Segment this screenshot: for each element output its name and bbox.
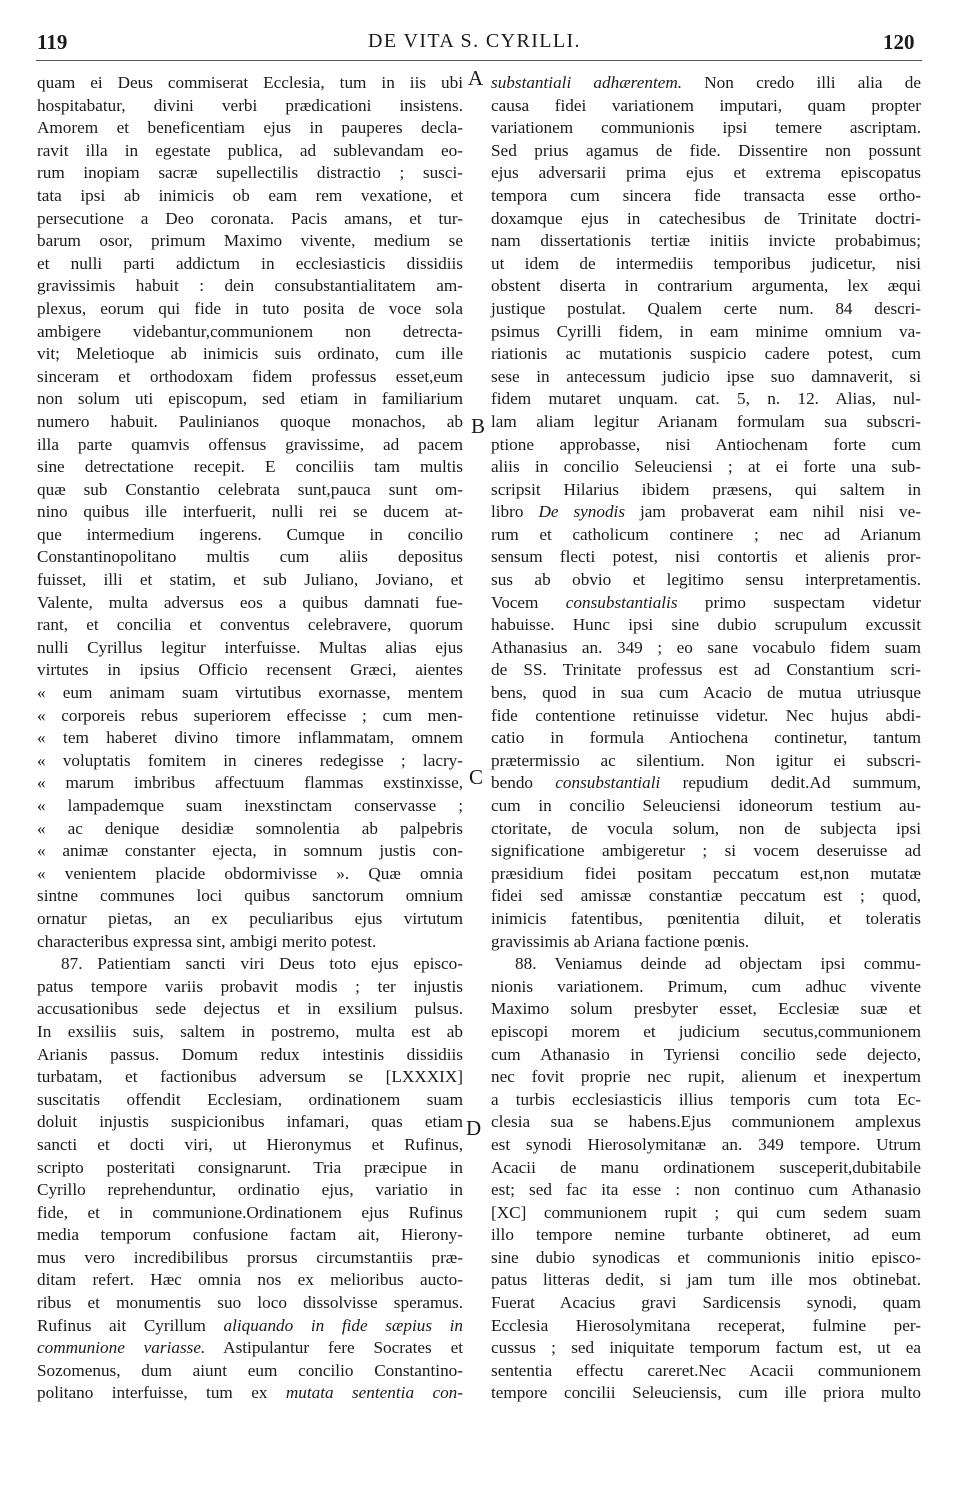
text-line: non solum uti episcopum, sed etiam in familiarium: [37, 389, 463, 409]
text-line: Constantinopolitano multis cum aliis depositus: [37, 547, 463, 567]
text-line: substantiali adhærentem. Non credo illi alia de: [491, 73, 921, 92]
text-line: que intermedium ingerens. Cumque in concilio: [37, 524, 463, 544]
text-line: sine detrectatione recepit. E conciliis tam multis: [37, 457, 463, 477]
text-line: ravit illa in egestate publica, ad sublevandam eo-: [37, 140, 463, 160]
text-line: numero habuit. Paulinianos quoque monachos, ab: [37, 411, 463, 431]
text-line: Sozomenus, dum aiunt eum concilio Constantino-: [37, 1360, 463, 1380]
text-line: scripsit Hilarius ibidem præsens, qui saltem in: [491, 479, 921, 499]
text-line: Fuerat Acacius gravi Sardicensis synodi, quam: [491, 1293, 921, 1313]
text-line: ut idem de intermediis temporibus judicetur, nisi: [491, 253, 921, 273]
running-title: DE VITA S. CYRILLI.: [368, 30, 581, 52]
text-line: quam ei Deus commiserat Ecclesia, tum in iis ubi: [37, 73, 463, 92]
right-column: [491, 72, 921, 1405]
text-line: nam dissertationis tertiæ initiis invicte probabimus;: [491, 231, 921, 251]
text-line: nec fovit proprie nec rupit, alienum et inexpertum: [491, 1067, 921, 1087]
text-line: media temporum confusione factam ait, Hierony-: [37, 1225, 463, 1245]
text-line: riationis ac mutationis suspicio cadere potest, cum: [491, 344, 921, 364]
text-line: scripto posteritati consignarunt. Tria præcipue in: [37, 1157, 463, 1177]
text-line: lam aliam legitur Arianam formulam sua subscri-: [491, 411, 921, 431]
text-line: virtutes in ipsius Officio recensent Græci, aientes: [37, 660, 463, 680]
text-line: « corporeis rebus superiorem effecisse ; cum men-: [37, 705, 463, 725]
text-line: catio in formula Antiochena continetur, tantum: [491, 728, 921, 748]
text-line: nino quibus ille interfuerit, nulli rei se ducem at-: [37, 502, 463, 522]
margin-marker-c: C: [469, 765, 484, 789]
text-line: turbatam, et factionibus adversum se [LXXXIX]: [37, 1067, 463, 1087]
text-line: Ecclesia Hierosolymitana receperat, fulmine per-: [491, 1315, 921, 1335]
text-line: vit; Meletioque ab inimicis suis ordinato, cum ille: [37, 344, 463, 364]
running-header: [0, 30, 957, 62]
text-line: communione variasse. Astipulantur fere Socrates et: [37, 1338, 463, 1358]
text-line: ctoritate, de vocula solum, non de subjecta ipsi: [491, 818, 921, 838]
text-line: patus litteras dedit, si jam tum ille mos obtinebat.: [491, 1270, 921, 1290]
text-line: causa fidei variationem imputari, quam propter: [491, 95, 921, 115]
text-line: clesia sua se habens.Ejus communionem amplexus: [491, 1112, 921, 1132]
text-line: fidem mutaret unquam. cat. 5, n. 12. Alias, nul-: [491, 389, 921, 409]
text-line: sancti et docti viri, ut Hieronymus et Rufinus,: [37, 1134, 463, 1154]
text-line: est synodi Hierosolymitanæ an. 349 tempore. Utrum: [491, 1134, 921, 1154]
text-line: Rufinus ait Cyrillum aliquando in fide sæpius in: [37, 1315, 463, 1335]
text-line: cussus ; sed iniquitate temporum factum est, ut ea: [491, 1338, 921, 1358]
text-line: Cyrillo reprehenduntur, ordinatio ejus, variatio in: [37, 1180, 463, 1200]
text-line: rum et catholicum continere ; nec ad Arianum: [491, 524, 921, 544]
text-line: accusationibus sede dejectus et in exsilium pulsus.: [37, 999, 463, 1019]
text-line: « eum animam suam virtutibus exornasse, mentem: [37, 683, 463, 703]
header-rule: [36, 60, 922, 61]
text-line: Arianis passus. Domum redux intestinis dissidiis: [37, 1044, 463, 1064]
text-line: significatione ambigeretur ; si vocem deseruisse ad: [491, 841, 921, 861]
text-line: ptione approbasse, nisi Antiochenam forte cum: [491, 434, 921, 454]
text-line: sese in antecessum judicio ipse suo damnaverit, si: [491, 366, 921, 386]
text-line: habuisse. Hunc ipsi sine dubio scrupulum excussit: [491, 615, 921, 635]
text-line: sus ab obvio et legitimo sensu interpretamentis.: [491, 570, 921, 590]
text-line: mus vero incredibilibus prorsus circumstantiis præ-: [37, 1247, 463, 1267]
text-line: inimicis fatentibus, pœnitentia diluit, et toleratis: [491, 908, 921, 928]
text-line: sensum flecti potest, nisi contortis et alienis pror-: [491, 547, 921, 567]
text-line: tempore concilii Seleuciensis, cum ille priora multo: [491, 1383, 921, 1403]
text-line: doxamque ejus in catechesibus de Trinitate doctri-: [491, 208, 921, 228]
text-line: fide, et in communione.Ordinationem ejus Rufinus: [37, 1202, 463, 1222]
text-line: nionis variationem. Primum, cum adhuc vivente: [491, 976, 921, 996]
text-line: illo tempore nemine turbante obtineret, ad eum: [491, 1225, 921, 1245]
text-line: hospitabatur, divini verbi prædicationi insistens.: [37, 95, 463, 115]
text-line: 88. Veniamus deinde ad objectam ipsi commu-: [515, 954, 921, 974]
text-line: Acacii de manu ordinationem susceperit,dubitabile: [491, 1157, 921, 1177]
text-line: tata ipsi ab inimicis ob eam rem vexatione, et: [37, 185, 463, 205]
text-line: « lampademque suam inexstinctam conservasse ;: [37, 796, 463, 815]
text-line: Vocem consubstantialis primo suspectam videtur: [491, 592, 921, 612]
text-line: Sed prius agamus de fide. Dissentire non possunt: [491, 140, 921, 160]
text-line: barum osor, primum Maximo vivente, medium se: [37, 231, 463, 251]
text-line: episcopi morem et judicium secutus,communionem: [491, 1021, 921, 1041]
text-line: libro De synodis jam probaverat eam nihil nisi ve-: [491, 502, 921, 522]
text-line: ribus et monumentis suo loco dissolvisse speramus.: [37, 1293, 463, 1313]
text-line: politano interfuisse, tum ex mutata sententia con-: [37, 1383, 463, 1403]
margin-marker-a: A: [468, 66, 484, 90]
text-line: « voluptatis fomitem in cineres redegisse ; lacry-: [37, 750, 463, 770]
text-line: sine dubio synodicas et communionis initio episco-: [491, 1247, 921, 1267]
text-line: præsidium fidei positam peccatum est,non mutatæ: [491, 863, 921, 883]
text-line: suscitatis offendit Ecclesiam, ordinationem suam: [37, 1089, 463, 1109]
text-line: « tem haberet divino timore inflammatam, omnem: [37, 728, 463, 748]
text-line: Maximo solum presbyter esset, Ecclesiæ suæ et: [491, 999, 921, 1019]
text-line: quæ sub Constantio celebrata sunt,pauca sunt om-: [37, 479, 463, 499]
page-number-left: 119: [37, 30, 68, 54]
text-line: rant, et concilia et conventus celebravere, quorum: [37, 615, 463, 635]
text-line: ejus adversarii prima ejus et extrema episcopatus: [491, 163, 921, 183]
text-line: characteribus expressa sint, ambigi merito potest.: [37, 931, 377, 951]
text-line: est; sed fac ita esse : non continuo cum Athanasio: [491, 1180, 921, 1200]
text-line: Amorem et beneficentiam ejus in pauperes decla-: [37, 118, 463, 138]
text-line: variationem communionis ipsi temere ascriptam.: [491, 118, 921, 138]
text-line: [XC] communionem rupit ; qui cum sedem suam: [491, 1202, 921, 1222]
text-line: sententia effectu careret.Nec Acacii communionem: [491, 1360, 921, 1380]
text-line: prætermissio ac silentium. Non igitur ei subscri-: [491, 750, 921, 770]
text-line: justique postulat. Qualem certe num. 84 descri-: [491, 298, 921, 318]
text-line: cum Athanasio in Tyriensi concilio sede dejecto,: [491, 1044, 921, 1064]
text-line: bendo consubstantiali repudium dedit.Ad summum,: [491, 773, 921, 793]
text-line: de SS. Trinitate professus est ad Constantium scri-: [491, 660, 921, 680]
text-line: gravissimis ab Ariana factione pœnis.: [491, 931, 750, 951]
text-line: ditam refert. Hæc omnia nos ex melioribus aucto-: [37, 1270, 463, 1290]
text-line: sintne communes loci quibus sanctorum omnium: [37, 886, 463, 906]
text-line: « animæ constanter ejecta, in somnum justis con-: [37, 841, 463, 861]
text-line: ambigere videbantur,communionem non detrecta-: [37, 321, 463, 341]
margin-marker-b: B: [471, 414, 486, 438]
page-number-right: 120: [883, 30, 915, 54]
margin-marker-d: D: [466, 1116, 482, 1140]
text-line: In exsiliis suis, saltem in postremo, multa est ab: [37, 1021, 463, 1041]
text-line: aliis in concilio Seleuciensi ; at ei forte una sub-: [491, 457, 921, 477]
text-line: ornatur pietas, an ex peculiaribus ejus virtutum: [37, 908, 463, 928]
text-line: et nulli parti addictum in ecclesiasticis dissidiis: [37, 253, 463, 273]
text-line: obstent diserta in contrarium argumenta, lex æqui: [491, 276, 921, 296]
text-line: « marum imbribus affectuum flammas exstinxisse,: [37, 773, 463, 793]
text-line: « venientem placide obdormivisse ». Quæ omnia: [37, 863, 463, 883]
text-line: cum in concilio Seleuciensi idoneorum testium au-: [491, 796, 921, 815]
text-line: rum inopiam sacræ supellectilis distractio ; susci-: [37, 163, 463, 183]
text-line: doluit injustis suspicionibus infamari, quas etiam: [37, 1112, 463, 1132]
text-line: Valente, multa adversus eos a quibus damnati fue-: [37, 592, 463, 612]
text-line: « ac denique desidiæ somnolentia ab palpebris: [37, 818, 463, 838]
text-line: plexus, eorum qui fide in tuto posita de voce sola: [37, 298, 463, 318]
text-line: 87. Patientiam sancti viri Deus toto ejus episco-: [61, 954, 463, 974]
text-line: fuisset, illi et statim, et sub Juliano, Joviano, et: [37, 570, 463, 590]
text-line: sinceram et orthodoxam fidem professus esset,eum: [37, 366, 463, 386]
left-column: [37, 72, 463, 1405]
text-line: fide contentione retinuisse videtur. Nec hujus abdi-: [491, 705, 921, 725]
text-line: fidei sed amissæ constantiæ peccatum est ; quod,: [491, 886, 921, 906]
text-line: a turbis ecclesiasticis illius temporis cum tota Ec-: [491, 1089, 921, 1109]
text-line: persecutione a Deo coronata. Pacis amans, et tur-: [37, 208, 463, 228]
text-line: Athanasius an. 349 ; eo sane vocabulo fidem suam: [491, 637, 921, 657]
text-line: gravissimis habuit : dein consubstantialitatem am-: [37, 276, 463, 296]
text-line: bens, quod in sua cum Acacio de mutua utriusque: [491, 683, 921, 703]
text-line: illa parte quamvis offensus gravissime, ad pacem: [37, 434, 463, 454]
text-line: psimus Cyrilli fidem, in eam minime omnium va-: [491, 321, 921, 341]
text-line: patus tempore variis probavit modis ; ter injustis: [37, 976, 463, 996]
text-line: nulli Cyrillus legitur interfuisse. Multas alias ejus: [37, 637, 463, 657]
text-line: tempora cum sincera fide transacta esse ortho-: [491, 185, 921, 205]
